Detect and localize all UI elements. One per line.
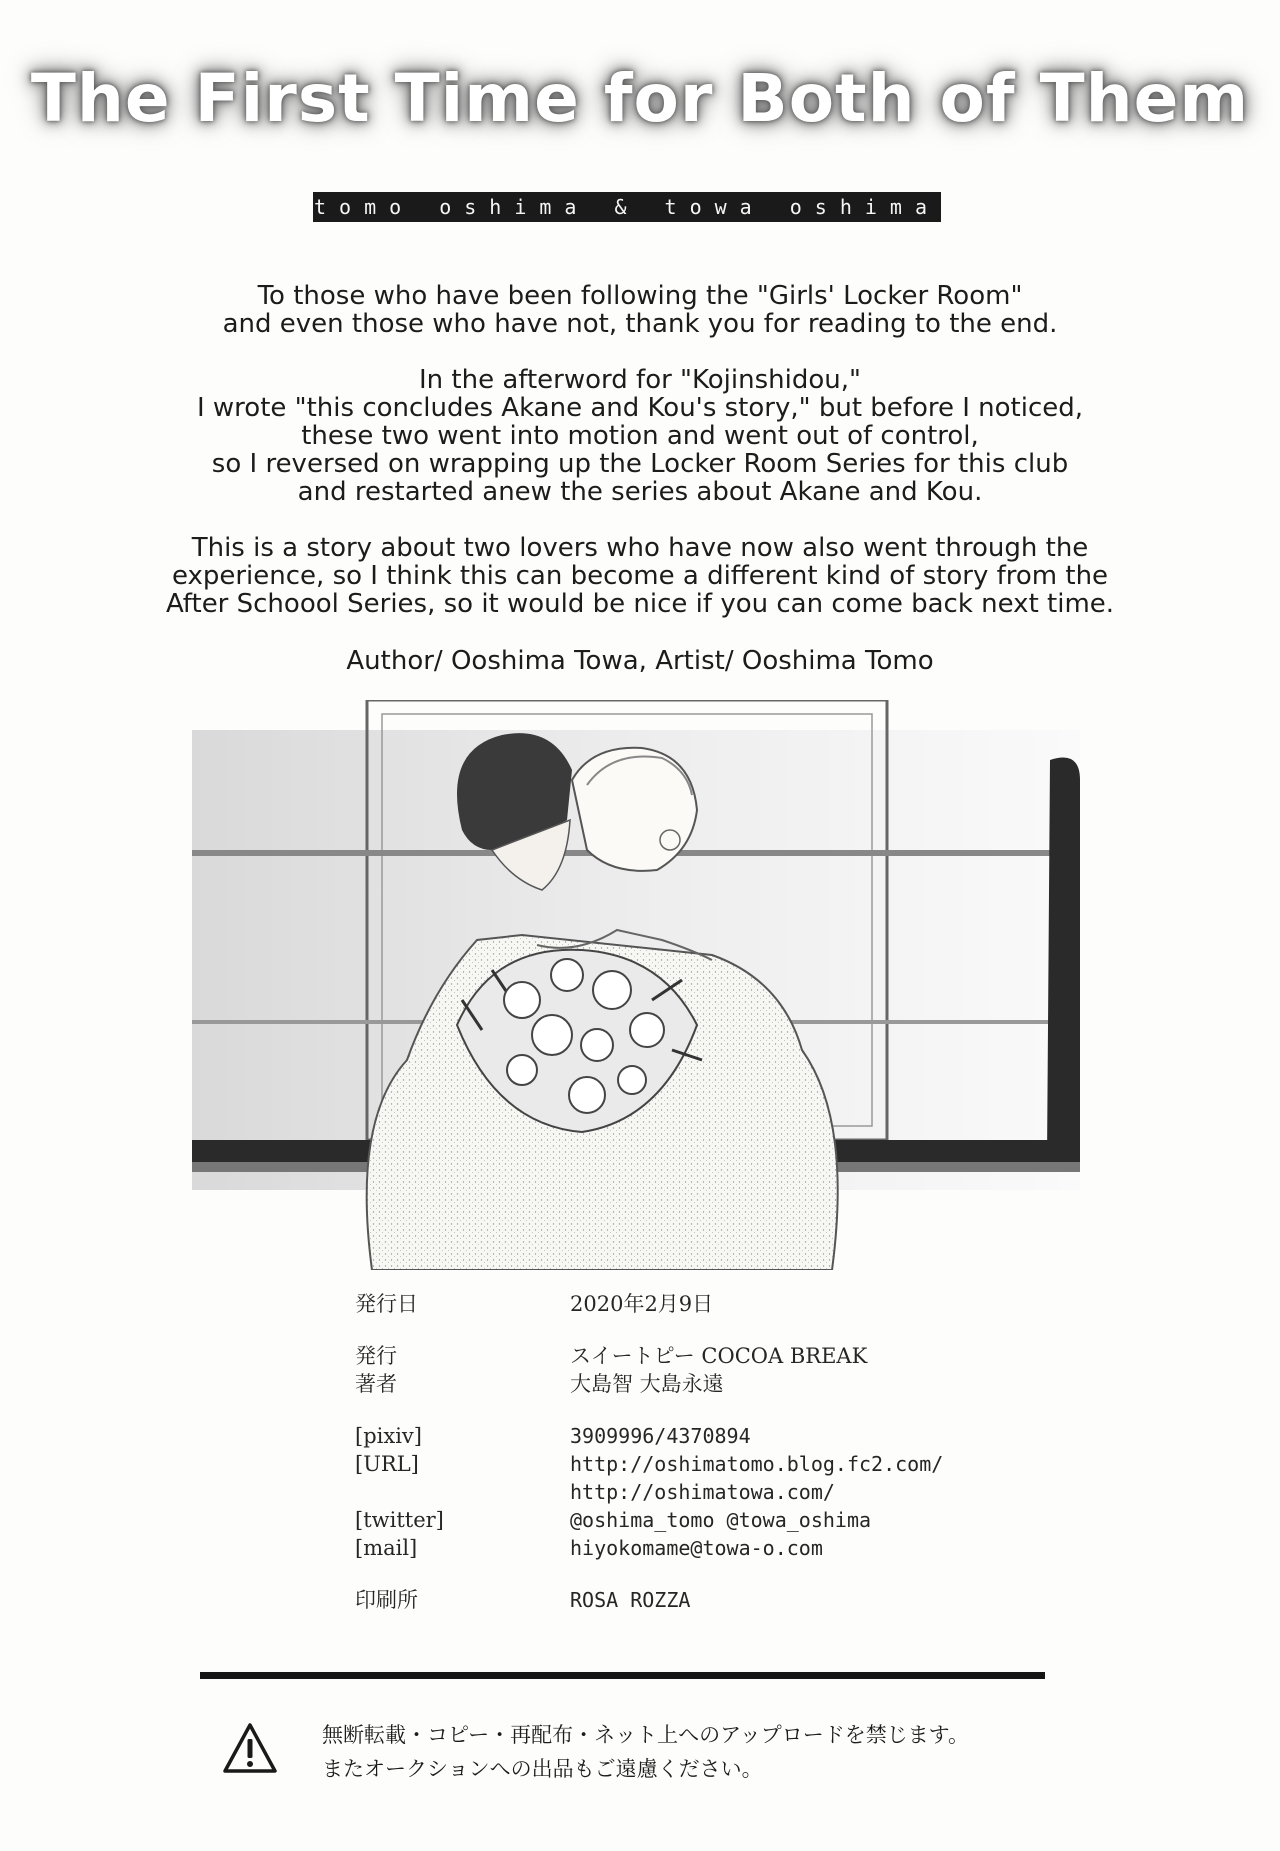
date-value: 2020年2月9日	[570, 1292, 714, 1316]
colophon	[355, 1290, 1055, 1614]
afterword-line: I wrote "this concludes Akane and Kou's story," but before I noticed,	[196, 393, 1084, 423]
twitter-value: @oshima_tomo @towa_oshima	[570, 1508, 872, 1532]
page-title: The First Time for Both of Them	[30, 60, 1250, 137]
colophon-row-url	[355, 1450, 1055, 1478]
colophon-row-pixiv	[355, 1422, 1055, 1450]
warning-triangle-icon	[222, 1722, 278, 1774]
authors-bar: tomo oshima & towa oshima	[313, 192, 941, 222]
divider-rule	[200, 1672, 1045, 1679]
kiss-illustration	[192, 700, 1080, 1270]
colophon-row-url-2	[355, 1478, 1055, 1506]
printer-label: 印刷所	[355, 1588, 418, 1612]
afterword-paragraph	[100, 366, 1180, 506]
twitter-label: [twitter]	[355, 1508, 444, 1532]
author-value: 大島智 大島永遠	[570, 1372, 724, 1396]
afterword-line: This is a story about two lovers who have now also went through the	[191, 533, 1089, 563]
warning-line-2: またオークションへの出品もご遠慮ください。	[322, 1757, 763, 1781]
warning-notice	[322, 1718, 1122, 1786]
colophon-row-printer	[355, 1586, 1055, 1614]
afterword	[100, 282, 1180, 646]
afterword-line: To those who have been following the "Girls' Locker Room"	[257, 281, 1023, 311]
url-label: [URL]	[355, 1452, 419, 1476]
url-link-1[interactable]: http://oshimatomo.blog.fc2.com/	[570, 1452, 944, 1476]
afterword-line: so I reversed on wrapping up the Locker Room Series for this club	[211, 449, 1069, 479]
credit-line: Author/ Ooshima Towa, Artist/ Ooshima Tomo	[346, 646, 934, 676]
colophon-row-author	[355, 1370, 1055, 1398]
warning-line-1: 無断転載・コピー・再配布・ネット上へのアップロードを禁じます。	[322, 1723, 970, 1747]
afterword-paragraph	[100, 534, 1180, 618]
pixiv-value: 3909996/4370894	[570, 1424, 751, 1448]
mail-value[interactable]: hiyokomame@towa-o.com	[570, 1536, 823, 1560]
afterword-line: In the afterword for "Kojinshidou,"	[419, 365, 861, 395]
url-link-2[interactable]: http://oshimatowa.com/	[570, 1480, 835, 1504]
afterword-line: and restarted anew the series about Akane and Kou.	[297, 477, 983, 507]
date-label: 発行日	[355, 1292, 418, 1316]
mail-label: [mail]	[355, 1536, 418, 1560]
colophon-row-mail	[355, 1534, 1055, 1562]
author-label: 著者	[355, 1372, 397, 1396]
printer-value: ROSA ROZZA	[570, 1588, 691, 1612]
afterword-line: and even those who have not, thank you for reading to the end.	[222, 309, 1058, 339]
publisher-label: 発行	[355, 1344, 397, 1368]
afterword-paragraph	[100, 282, 1180, 338]
colophon-row-date	[355, 1290, 1055, 1318]
pixiv-label: [pixiv]	[355, 1424, 422, 1448]
afterword-line: After Schoool Series, so it would be nice if you can come back next time.	[165, 589, 1115, 619]
colophon-row-publisher	[355, 1342, 1055, 1370]
colophon-row-twitter	[355, 1506, 1055, 1534]
publisher-value: スイートピー COCOA BREAK	[570, 1344, 868, 1368]
afterword-line: experience, so I think this can become a different kind of story from the	[171, 561, 1109, 591]
afterword-line: these two went into motion and went out of control,	[301, 421, 979, 451]
